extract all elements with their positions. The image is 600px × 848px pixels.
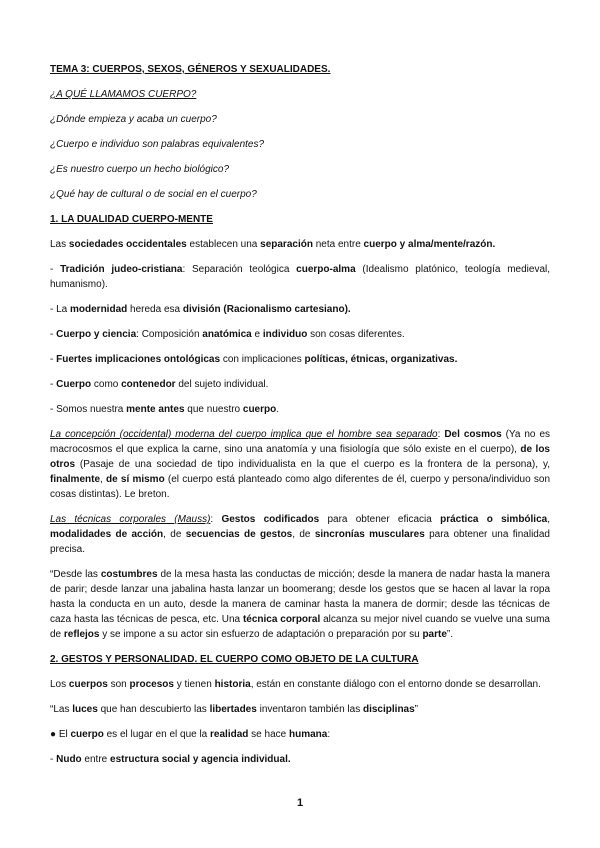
bold-text: modernidad	[70, 304, 128, 315]
bold-text: división (Racionalismo cartesiano).	[182, 304, 351, 315]
bold-text: de sí mismo	[106, 474, 165, 485]
text-run: e	[251, 329, 263, 340]
text-run: , de	[292, 529, 315, 540]
underlined-italic-text: La concepción (occidental) moderna del cuerpo implica que el hombre sea separado	[50, 429, 438, 440]
bold-text: costumbres	[100, 569, 158, 580]
text-run: ● El	[50, 729, 71, 740]
bold-text: humana	[288, 729, 328, 740]
text-run: -	[50, 264, 61, 275]
underlined-italic-text: Las técnicas corporales (Mauss)	[50, 514, 211, 525]
bullet-tradicion	[50, 262, 550, 292]
bold-text: estructura social y agencia individual.	[110, 754, 291, 765]
text-run: es el lugar en el que la	[103, 729, 211, 740]
bold-text: técnica corporal	[242, 614, 321, 625]
bold-text: luces	[72, 704, 98, 715]
text-run: - Somos nuestra	[50, 404, 127, 415]
bold-text: cuerpo	[242, 404, 277, 415]
text-run: (Pasaje de una sociedad de tipo individualista en la que el cuerpo es la frontera de la persona), y,	[75, 459, 550, 470]
bold-text: cuerpo y alma/mente/razón.	[363, 239, 496, 250]
bold-text: Gestos codificados	[221, 514, 320, 525]
bold-text: Nudo	[56, 754, 82, 765]
text-run: ,	[100, 474, 107, 485]
text-run: establecen una	[186, 239, 261, 250]
bold-text: reflejos	[63, 629, 100, 640]
text-run: -	[50, 379, 57, 390]
text-run: que nuestro	[184, 404, 243, 415]
bold-text: cuerpo	[70, 729, 104, 740]
bold-text: Fuertes implicaciones ontológicas	[56, 354, 221, 365]
section-1-intro	[50, 237, 550, 252]
bold-text: sincronías musculares	[314, 529, 425, 540]
bullet-contenedor	[50, 377, 550, 392]
bold-text: Del cosmos	[444, 429, 502, 440]
bold-text: realidad	[210, 729, 249, 740]
text-run: -	[50, 354, 57, 365]
bold-text: cuerpo-alma	[296, 264, 356, 275]
bold-text: sociedades occidentales	[68, 239, 187, 250]
question-item: ¿Cuerpo e individuo son palabras equivalentes?	[50, 139, 265, 150]
text-run: (Idealismo platónico, teología medieval, humanismo).	[50, 264, 551, 290]
bullet-implicaciones	[50, 352, 550, 367]
text-run: son cosas diferentes.	[307, 329, 405, 340]
bold-text: disciplinas	[362, 704, 415, 715]
text-run: hereda esa	[127, 304, 183, 315]
bold-text: parte	[422, 629, 447, 640]
text-run: :	[437, 429, 445, 440]
text-run: “Las	[50, 704, 73, 715]
text-run: ,	[547, 514, 550, 525]
text-run: (Ya no es macrocosmos el que explica la carne, sino una anatomía y una fisiología que sólo existe en el cuerpo),	[50, 429, 551, 455]
text-run: (el cuerpo está planteado como algo diferentes de él, cuerpo y persona/individuo son cosas distintas). Le breton.	[50, 474, 550, 500]
bullet-mente	[50, 402, 550, 417]
text-run: del sujeto individual.	[175, 379, 269, 390]
text-run: :	[327, 729, 331, 740]
question-item: ¿Es nuestro cuerpo un hecho biológico?	[50, 164, 230, 175]
paragraph-cuerpos	[50, 677, 550, 692]
text-run: como	[91, 379, 122, 390]
text-run: para obtener eficacia	[319, 514, 441, 525]
text-run: alcanza su mejor nivel cuando se vuelve una suma de	[50, 614, 550, 640]
text-run: -	[50, 329, 57, 340]
text-run: Las	[50, 239, 69, 250]
question-item: ¿Qué hay de cultural o de social en el cuerpo?	[50, 189, 257, 200]
section-1-title: 1. LA DUALIDAD CUERPO-MENTE	[50, 214, 213, 225]
text-run: con implicaciones	[220, 354, 305, 365]
bold-text: mente antes	[126, 404, 185, 415]
text-run: : Separación teológica	[182, 264, 297, 275]
text-run: , de	[163, 529, 186, 540]
text-run: ”	[414, 704, 419, 715]
text-run: .	[276, 404, 280, 415]
document-body	[50, 62, 550, 767]
document-title: TEMA 3: CUERPOS, SEXOS, GÉNEROS Y SEXUALIDADES.	[50, 64, 331, 75]
question-item: ¿Dónde empieza y acaba un cuerpo?	[50, 114, 217, 125]
paragraph-tecnicas	[50, 512, 550, 557]
bold-text: Cuerpo y ciencia	[56, 329, 137, 340]
quote-mauss	[50, 567, 550, 642]
bold-text: libertades	[209, 704, 257, 715]
bold-text: anatómica	[202, 329, 252, 340]
text-run: entre	[81, 754, 111, 765]
text-run: son	[107, 679, 130, 690]
bold-text: secuencias de gestos	[185, 529, 293, 540]
text-run: neta entre	[312, 239, 364, 250]
text-run: y se impone a su actor sin esfuerzo de adaptación o preparación por su	[99, 629, 423, 640]
paragraph-concepcion	[50, 427, 550, 502]
bold-text: individuo	[262, 329, 308, 340]
bullet-ciencia	[50, 327, 550, 342]
bullet-modernidad	[50, 302, 550, 317]
text-run: que han descubierto las	[97, 704, 210, 715]
bold-text: práctica o simbólica	[440, 514, 548, 525]
text-run: ”.	[446, 629, 454, 640]
bold-text: cuerpos	[68, 679, 108, 690]
bold-text: modalidades de acción	[50, 529, 164, 540]
text-run: de la mesa hasta las conductas de micción; desde la manera de nadar hasta la manera de parir; desde lanzar una jabalina hasta lanzar un boomerang; desde los gestos que se hacen al lavar la ropa hasta la conducta en un auto, desde la manera de caminar hasta la manera de dormir; desde las técnicas de caza hasta las técnicas de pesca, etc. Una	[50, 569, 550, 625]
bold-text: Tradición judeo-cristiana	[60, 264, 183, 275]
bold-text: contenedor	[121, 379, 176, 390]
bold-text: historia	[214, 679, 251, 690]
text-run: :	[210, 514, 222, 525]
text-run: , están en constante diálogo con el entorno donde se desarrollan.	[250, 679, 541, 690]
text-run: : Composición	[136, 329, 203, 340]
text-run: inventaron también las	[256, 704, 363, 715]
page-number: 1	[296, 797, 304, 809]
section-2-title: 2. GESTOS Y PERSONALIDAD. EL CUERPO COMO OBJETO DE LA CULTURA	[50, 654, 419, 665]
bold-text: de los otros	[50, 444, 550, 470]
bullet-nudo	[50, 752, 550, 767]
text-run: Los	[50, 679, 69, 690]
bold-text: procesos	[129, 679, 174, 690]
text-run: -	[50, 754, 57, 765]
bold-text: Cuerpo	[56, 379, 92, 390]
question-main: ¿A QUÉ LLAMAMOS CUERPO?	[50, 89, 197, 100]
bold-text: finalmente	[50, 474, 101, 485]
bold-text: políticas, étnicas, organizativas.	[304, 354, 458, 365]
text-run: se hace	[248, 729, 289, 740]
text-run: y tienen	[173, 679, 215, 690]
bold-text: separación	[260, 239, 313, 250]
text-run: “Desde las	[50, 569, 101, 580]
text-run: - La	[50, 304, 71, 315]
text-run: para obtener una finalidad precisa.	[50, 529, 550, 555]
bullet-realidad	[50, 727, 550, 742]
quote-luces	[50, 702, 550, 717]
